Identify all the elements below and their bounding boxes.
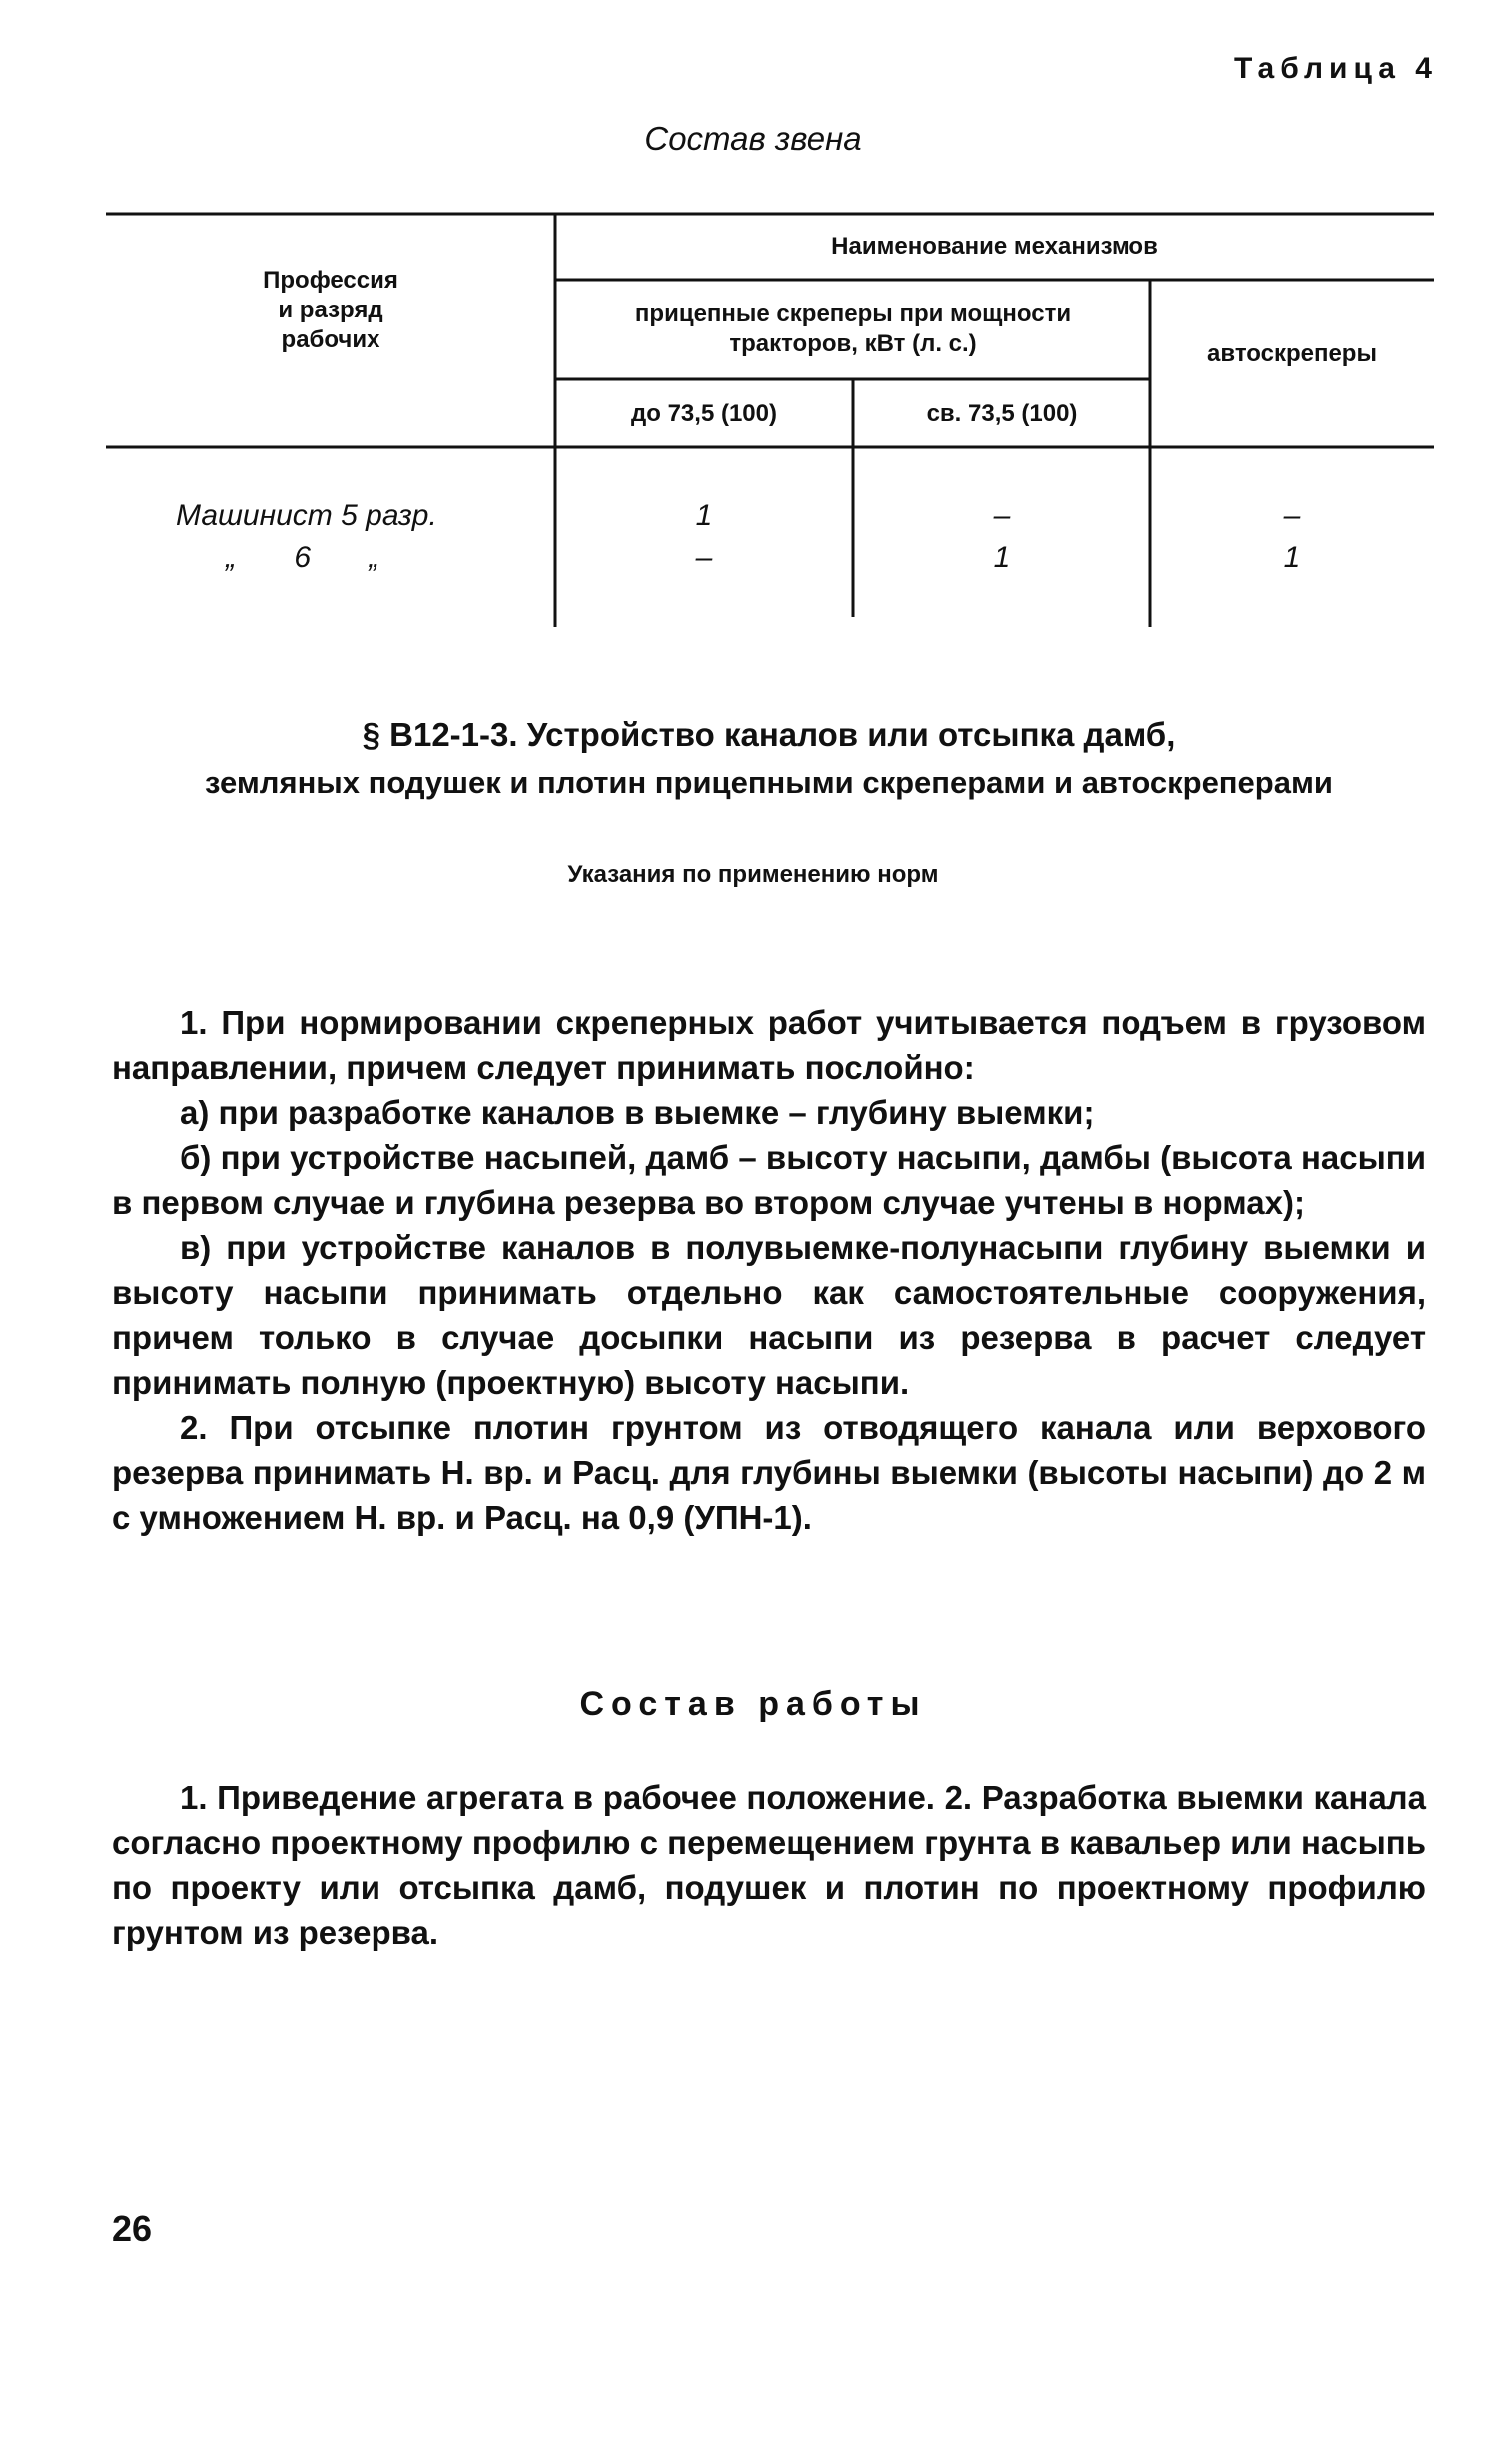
instructions-block [112,1000,1426,1540]
instruction-a: а) при разработке каналов в выемке – глубину выемки; [180,1094,1095,1131]
instruction-1: 1. При нормировании скреперных работ учитывается подъем в грузовом направлении, причем следует принимать послойно: [112,1004,1426,1086]
row2-upto: – [695,541,713,574]
section-subheading: Указания по применению норм [567,861,939,888]
row2-profession: „ 6 „ [226,541,379,574]
instruction-b: б) при устройстве насыпей, дамб – высоту насыпи, дамбы (высота насыпи в первом случае и глубина резерва во втором случае учтены в нормах); [112,1139,1426,1221]
section-heading [100,711,1438,807]
row2-auto: 1 [1283,541,1301,574]
header-trailer-line2: тракторов, кВт (л. с.) [729,330,977,357]
header-over: св. 73,5 (100) [926,400,1078,427]
header-trailer-scrapers [555,300,1150,359]
instruction-2: 2. При отсыпке плотин грунтом из отводящего канала или верхового резерва принимать Н. вр. и Расц. для глубины выемки (высоты насыпи) до 2 м с умножением Н. вр. и Расц. на 0,9 (УПН-1). [112,1409,1426,1536]
header-mechanisms: Наименование механизмов [831,233,1158,260]
row1-upto: 1 [695,499,713,532]
section-heading-line2: земляных подушек и плотин прицепными скреперами и автоскреперами [205,765,1333,800]
instruction-c: в) при устройстве каналов в полувыемке-полунасыпи глубину выемки и высоту насыпи принимать отдельно как самостоятельные сооружения, причем только в случае досыпки насыпи из резерва в расчет следует принимать полную (проектную) высоту насыпи. [112,1229,1426,1401]
header-profession-line3: рабочих [281,326,380,353]
header-trailer-line1: прицепные скреперы при мощности [634,301,1072,327]
crew-table [106,210,1434,629]
table-caption: Состав звена [644,120,862,157]
header-profession-line2: и разряд [278,297,383,323]
header-profession [106,266,555,355]
work-block [112,1775,1426,1955]
work-title: Состав работы [579,1685,927,1723]
row1-profession: Машинист 5 разр. [176,499,437,532]
row1-auto: – [1283,499,1301,532]
header-upto: до 73,5 (100) [631,400,777,427]
header-profession-line1: Профессия [263,267,398,294]
row2-over: 1 [993,541,1011,574]
header-autoscrapers: автоскреперы [1207,340,1377,367]
row1-over: – [993,499,1011,532]
page-number: 26 [112,2208,153,2249]
section-heading-line1: § В12-1-3. Устройство каналов или отсыпка дамб, [362,716,1176,753]
table-number: Таблица 4 [1233,52,1438,85]
work-text: 1. Приведение агрегата в рабочее положение. 2. Разработка выемки канала согласно проектному профилю с перемещением грунта в кавальер или насыпь по проекту или отсыпка дамб, подушек и плотин по проектному профилю грунтом из резерва. [112,1779,1426,1951]
